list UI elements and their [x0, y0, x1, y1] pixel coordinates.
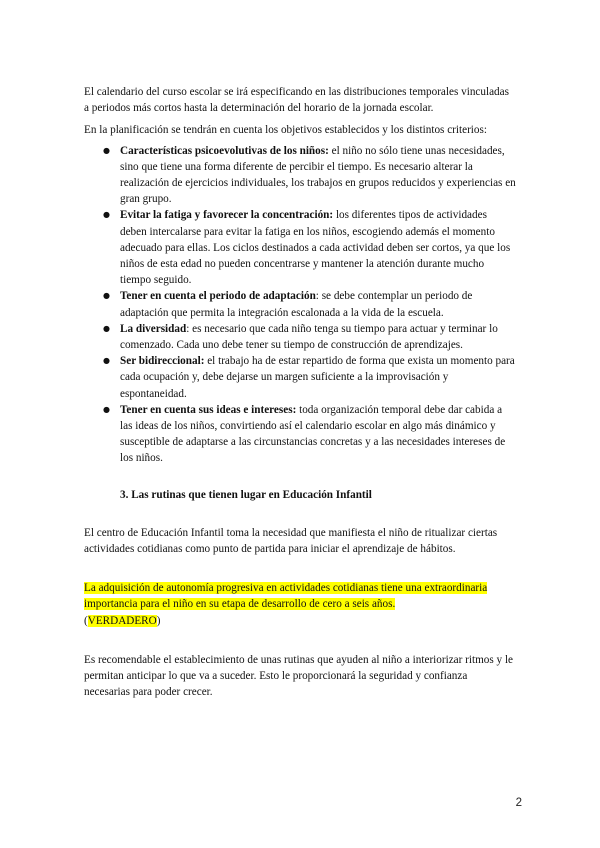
- section-heading: 3. Las rutinas que tienen lugar en Educación Infantil: [120, 488, 372, 501]
- criteria-list: [84, 143, 516, 467]
- verdict-label: VERDADERO: [87, 614, 157, 627]
- routines-paragraph: El centro de Educación Infantil toma la necesidad que manifiesta el niño de ritualizar ciertas actividades cotidianas como punto de partida para iniciar el aprendizaje de hábitos.: [84, 526, 498, 556]
- list-item: [84, 353, 516, 402]
- open-paren: (: [84, 614, 88, 627]
- criterion-term: La diversidad: [120, 322, 187, 335]
- criterion-text: los diferentes tipos de actividades deben intercalarse para evitar la fatiga en los niños, escogiendo además el momento adecuado para ellas. Los ciclos destinados a cada actividad deben ser cortos, ya que los niños de esta edad no pueden concentrarse y mantener la atención durante mucho tiempo seguido.: [120, 209, 511, 287]
- criterion-text: : es necesario que cada niño tenga su tiempo para actuar y terminar lo comenzado. Cada uno debe tener su tiempo de construcción de aprendizajes.: [120, 322, 498, 352]
- highlight-text: La adquisición de autonomía progresiva en actividades cotidianas tiene una extraordinaria importancia para el niño en su etapa de desarrollo de cero a seis años.: [84, 582, 488, 611]
- criterion-text: el trabajo ha de estar repartido de forma que exista un momento para cada ocupación y, debe dejarse un margen suficiente a la improvisación y espontaneidad.: [120, 355, 515, 400]
- criterion-term: Ser bidireccional:: [120, 355, 205, 368]
- criterion-term: Evitar la fatiga y favorecer la concentración:: [120, 209, 334, 222]
- planning-paragraph: En la planificación se tendrán en cuenta los objetivos establecidos y los distintos criterios:: [84, 124, 487, 137]
- criterion-text: toda organización temporal debe dar cabida a las ideas de los niños, convirtiendo así el calendario escolar en algo más dinámico y susceptible de adaptarse a las circunstancias concretas y a las necesidades intereses de los niños.: [120, 403, 506, 465]
- list-item: [84, 143, 516, 208]
- intro-paragraph: El calendario del curso escolar se irá especificando en las distribuciones temporales vinculadas a periodos más cortos hasta la determinación del horario de la jornada escolar.: [84, 86, 509, 115]
- page-body: [84, 84, 516, 701]
- closing-paragraph: Es recomendable el establecimiento de unas rutinas que ayuden al niño a interiorizar ritmos y le permitan anticipar lo que va a suceder. Esto le proporcionará la seguridad y confianza necesarias para poder crecer.: [84, 653, 514, 699]
- list-item: [84, 402, 516, 467]
- list-item: [84, 321, 516, 353]
- criterion-term: Tener en cuenta sus ideas e intereses:: [120, 403, 297, 416]
- close-paren: ): [156, 614, 161, 627]
- list-item: [84, 207, 516, 288]
- highlighted-statement: [84, 580, 516, 629]
- criterion-term: Características psicoevolutivas de los niños:: [120, 144, 329, 157]
- criterion-text: : se debe contemplar un periodo de adaptación que permita la integración escalonada a la vida de la escuela.: [120, 290, 473, 319]
- page-number: 2: [515, 797, 522, 809]
- criterion-term: Tener en cuenta el periodo de adaptación: [120, 290, 316, 303]
- list-item: [84, 288, 516, 320]
- criterion-text: el niño no sólo tiene unas necesidades, sino que tiene una forma diferente de percibir el tiempo. Es necesario alterar la realización de ejercicios individuales, los trabajos en grupos reducidos y experiencias en gran grupo.: [120, 144, 516, 206]
